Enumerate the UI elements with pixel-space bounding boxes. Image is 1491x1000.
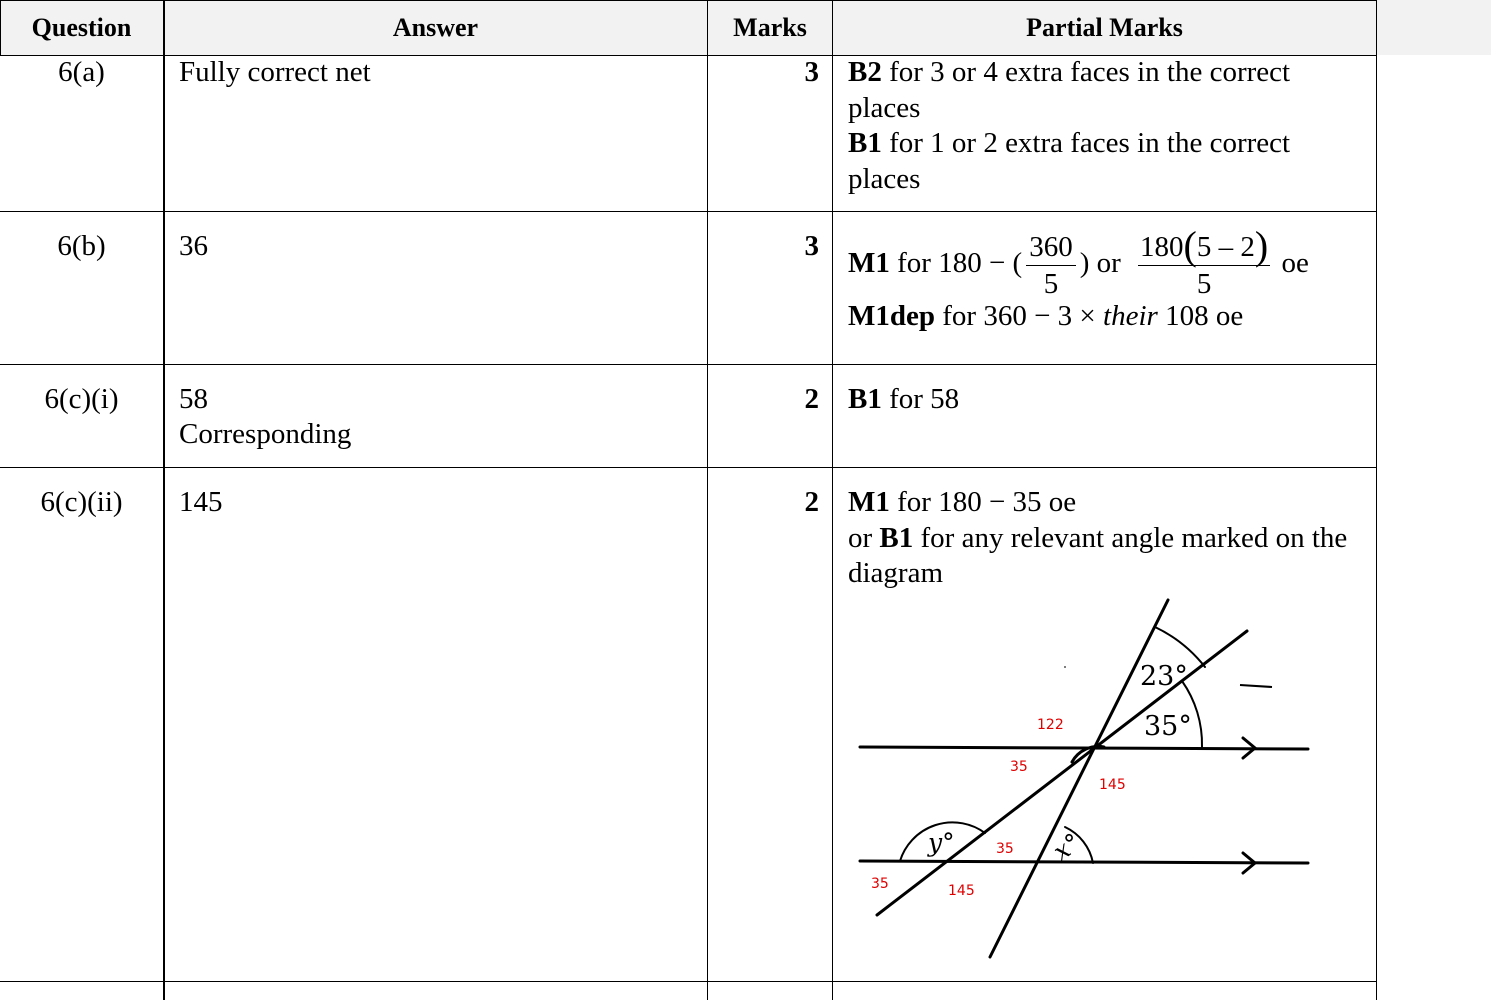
partial-text: for 1 or 2 extra faces in the correct places [848, 127, 1291, 195]
partial-text: for 180 − 35 oe [889, 486, 1077, 518]
mark-code: B1 [848, 383, 882, 415]
row-divider [0, 467, 1376, 468]
partial-text: ) or [1079, 247, 1129, 280]
partial-text: or [848, 521, 880, 554]
mark-code: M1 [848, 486, 890, 518]
marked-angle: 145 [1099, 777, 1126, 793]
marks-cell: 3 [804, 56, 819, 88]
column-divider [163, 0, 165, 1000]
answer-cell [179, 382, 699, 452]
question-cell: 6(b) [57, 230, 106, 262]
partial-text: 108 oe [1157, 300, 1244, 332]
header-marks: Marks [733, 12, 807, 42]
angle-label-23: 23° [1140, 661, 1188, 692]
marked-angle: 35 [871, 876, 889, 892]
header-partial-marks: Partial Marks [1026, 12, 1183, 42]
mark-code: B1 [879, 521, 914, 554]
mark-code: B2 [848, 56, 882, 88]
fraction-interior-angle: $\frac{180(5 - 2)}{5}$ [1140, 223, 1269, 300]
angle-label-x: x° [1047, 827, 1087, 867]
partial-text: for 58 [881, 383, 960, 415]
partial-text: oe [1274, 247, 1309, 280]
partial-text: for 360 − 3 × [935, 300, 1104, 332]
answer-line: Corresponding [179, 418, 352, 450]
question-cell: 6(c)(ii) [40, 486, 123, 518]
answer-cell: 145 [179, 486, 223, 518]
partial-text: their [1103, 300, 1158, 332]
row-divider [0, 364, 1376, 365]
shallow-transversal [877, 631, 1247, 915]
marked-angle: 35 [1010, 759, 1028, 775]
fraction-360-over-5: $\frac{360}{5}$ [1026, 229, 1076, 302]
angle-label-y: y° [928, 828, 955, 857]
table-top-border [0, 0, 1376, 1]
question-cell: 6(a) [58, 56, 105, 88]
m1dep-line [848, 298, 1368, 334]
marks-cell: 3 [804, 230, 819, 262]
lower-parallel-line [860, 861, 1308, 863]
column-divider [1376, 0, 1377, 1000]
partial-marks-cell [848, 382, 1368, 418]
mark-code: B1 [848, 127, 882, 159]
marked-angle: 122 [1037, 717, 1064, 733]
row-divider [0, 981, 1376, 982]
m1-line [848, 223, 1368, 302]
mark-code: M1 [848, 247, 890, 280]
answer-line: 58 [179, 383, 208, 415]
header-answer: Answer [392, 12, 479, 42]
marks-cell: 2 [804, 383, 819, 415]
marked-angle: 145 [948, 883, 975, 899]
pen-mark [1240, 685, 1272, 687]
steep-transversal [990, 600, 1168, 957]
answer-cell: Fully correct net [179, 56, 371, 88]
partial-text: for any relevant angle marked on the diagram [848, 521, 1348, 589]
partial-marks-cell [848, 55, 1368, 197]
column-divider [0, 0, 1, 55]
question-cell: 6(c)(i) [44, 383, 119, 415]
answer-cell: 36 [179, 230, 208, 262]
marks-cell: 2 [804, 486, 819, 518]
partial-marks-cell [848, 485, 1368, 592]
partial-text: for 3 or 4 extra faces in the correct places [848, 56, 1291, 124]
angle-label-35: 35° [1144, 711, 1192, 742]
mark-code: M1dep [848, 300, 935, 332]
parallel-lines-diagram [850, 595, 1320, 965]
header-question: Question [31, 12, 132, 42]
pen-mark [1064, 666, 1066, 668]
row-divider [0, 211, 1376, 212]
partial-marks-cell [848, 223, 1368, 334]
marked-angle: 35 [996, 841, 1014, 857]
column-divider [832, 0, 833, 1000]
partial-text: for 180 − ( [889, 247, 1023, 280]
